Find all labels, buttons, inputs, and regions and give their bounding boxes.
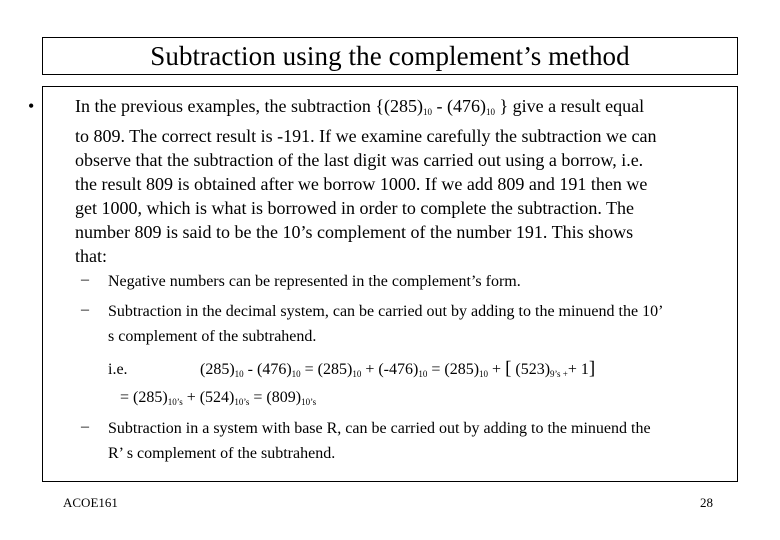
slide-title: Subtraction using the complement’s method: [150, 40, 630, 71]
equation-term: = (285): [120, 389, 168, 406]
equation-line-2: [120, 389, 316, 407]
paragraph-line-2: to 809. The correct result is -191. If we examine carefully the subtraction we can: [75, 126, 657, 146]
subscript-base: 10: [423, 107, 433, 117]
subscript-base: 10: [291, 369, 301, 379]
footer-course-code: ACOE161: [63, 495, 118, 510]
subscript-base: 10’s: [167, 397, 183, 407]
text-fragment: - (476): [432, 96, 487, 116]
equation-line-1: [108, 358, 595, 380]
equation-term: + (524): [182, 389, 235, 406]
subscript-base: 10: [234, 369, 244, 379]
equation-term: = (809): [249, 389, 302, 406]
subscript-base: 9’s +: [550, 369, 568, 379]
equation-term: = (285): [427, 361, 480, 378]
subscript-base: 10: [479, 369, 489, 379]
subscript-base: 10: [352, 369, 362, 379]
open-bracket: [: [505, 358, 512, 379]
equation-term: (285): [200, 361, 235, 378]
subitem-line: s complement of the subtrahend.: [108, 328, 317, 345]
footer-page-number: 28: [700, 495, 713, 510]
subscript-base: 10: [418, 369, 428, 379]
subitem-line: R’ s complement of the subtrahend.: [108, 445, 336, 462]
text-fragment: In the previous examples, the subtraction {(285): [75, 96, 424, 116]
subscript-base: 10’s: [301, 397, 317, 407]
subitem-line: Subtraction in the decimal system, can be carried out by adding to the minuend the 10’: [108, 303, 664, 320]
equation-term: +: [488, 361, 506, 378]
paragraph-line-1: [75, 94, 737, 124]
equation-term: - (476): [243, 361, 292, 378]
text-fragment: } give a result equal: [495, 96, 645, 116]
dash-icon: –: [81, 301, 89, 318]
ie-label: i.e.: [108, 361, 128, 378]
slide-title-box: [42, 37, 738, 75]
subitem-line: Subtraction in a system with base R, can be carried out by adding to the minuend the: [108, 420, 651, 437]
paragraph-line-4: the result 809 is obtained after we borrow 1000. If we add 809 and 191 then we: [75, 174, 648, 194]
close-bracket: ]: [588, 358, 596, 379]
subscript-base: 10’s: [234, 397, 250, 407]
paragraph-line-6: number 809 is said to be the 10’s complement of the number 191. This shows: [75, 222, 634, 242]
dash-icon: –: [81, 418, 89, 435]
main-paragraph: [75, 94, 737, 268]
equation-term: (523): [511, 361, 551, 378]
paragraph-line-3: observe that the subtraction of the last digit was carried out using a borrow, i.e.: [75, 150, 644, 170]
equation-term: + (-476): [361, 361, 419, 378]
subitem-negative-numbers: [108, 269, 728, 294]
subitem-line: Negative numbers can be represented in the complement’s form.: [108, 273, 521, 290]
paragraph-line-7: that:: [75, 246, 107, 266]
equation-term: = (285): [300, 361, 353, 378]
bullet-icon: •: [28, 96, 35, 116]
subitem-base-r-subtraction: [108, 416, 728, 466]
dash-icon: –: [81, 271, 89, 288]
paragraph-line-5: get 1000, which is what is borrowed in order to complete the subtraction. The: [75, 198, 635, 218]
equation-term: + 1: [567, 361, 589, 378]
subscript-base: 10: [486, 107, 496, 117]
subitem-decimal-subtraction: [108, 299, 728, 349]
